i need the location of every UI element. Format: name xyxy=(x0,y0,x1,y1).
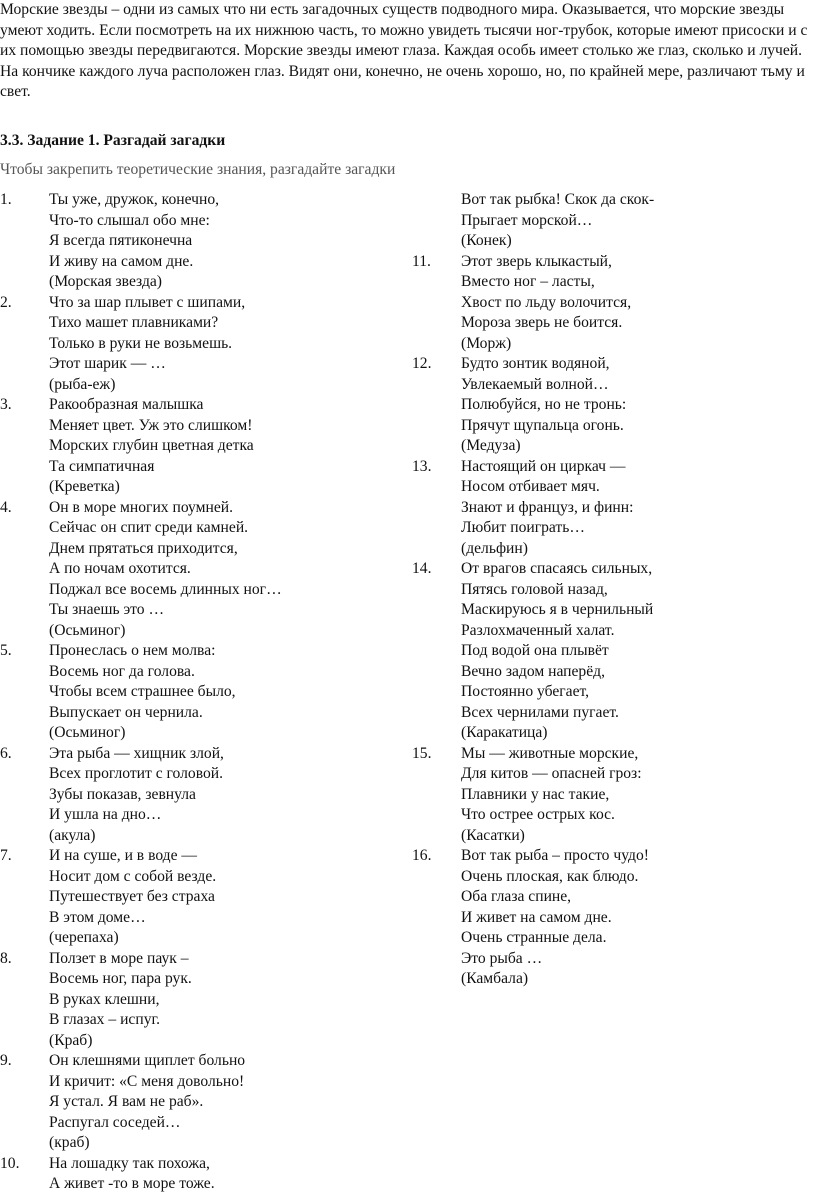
riddle-line: Всех чернилами пугает. xyxy=(461,703,619,721)
riddle-line: Я всегда пятиконечна xyxy=(49,232,193,249)
riddle-line: Вечно задом наперёд, xyxy=(461,662,605,680)
riddle-line: (Краб) xyxy=(49,1031,93,1049)
riddle-line: Зубы показав, зевнула xyxy=(49,785,196,803)
riddle-line: Ты уже, дружок, конечно, xyxy=(49,191,220,208)
riddle-line: (краб) xyxy=(49,1134,90,1151)
riddle-line: Я устал. Я вам не раб». xyxy=(49,1093,204,1110)
riddle-item xyxy=(0,190,400,293)
riddle-line: Полюбуйся, но не тронь: xyxy=(461,396,627,413)
riddle-item xyxy=(0,744,400,847)
riddle-line: (Морж) xyxy=(461,334,512,352)
riddle-line: Знают и француз, и финн: xyxy=(461,498,634,516)
riddle-number: 11. xyxy=(412,252,431,270)
riddle-item xyxy=(0,498,400,642)
riddle-item xyxy=(0,395,400,498)
riddle-line: Это рыба … xyxy=(461,949,543,967)
riddle-number: 3. xyxy=(0,396,12,413)
riddle-line: (Осьминог) xyxy=(49,621,126,639)
riddle-line: А по ночам охотится. xyxy=(49,560,191,577)
riddle-line: На лошадку так похожа, xyxy=(49,1154,210,1172)
riddle-line: Поджал все восемь длинных ног… xyxy=(49,580,282,598)
riddle-line: Вот так рыбка! Скок да скок- xyxy=(461,191,655,208)
riddle-line: Разлохмаченный халат. xyxy=(461,621,615,639)
riddle-line: Любит поиграть… xyxy=(461,519,585,536)
riddle-line: В руках клешни, xyxy=(49,990,160,1008)
task-subtitle: Чтобы закрепить теоретические знания, разгадайте загадки xyxy=(0,161,396,178)
riddle-line: Меняет цвет. Уж это слишком! xyxy=(49,416,253,434)
riddle-line: В этом доме… xyxy=(49,908,146,926)
riddle-item xyxy=(0,293,400,396)
riddle-line: Только в руки не возьмешь. xyxy=(49,334,233,352)
riddle-line: Что-то слышал обо мне: xyxy=(49,211,210,229)
riddle-line: Мы — животные морские, xyxy=(461,744,639,762)
riddle-line: Маскируюсь я в чернильный xyxy=(461,601,654,618)
riddle-item xyxy=(412,354,816,457)
riddle-line: Эта рыба — хищник злой, xyxy=(49,744,224,762)
riddle-number: 1. xyxy=(0,191,12,208)
riddle-line: Вот так рыба – просто чудо! xyxy=(461,847,649,864)
riddle-number: 4. xyxy=(0,498,12,516)
riddle-item xyxy=(412,252,816,355)
riddle-line: Тихо машет плавниками? xyxy=(49,314,219,331)
riddle-number: 9. xyxy=(0,1052,12,1069)
riddle-line: Морских глубин цветная детка xyxy=(49,437,254,454)
riddle-line: (Камбала) xyxy=(461,970,529,987)
riddle-line: Постоянно убегает, xyxy=(461,683,590,700)
riddle-number: 6. xyxy=(0,744,12,762)
riddle-line: Выпускает он чернила. xyxy=(49,703,203,721)
riddle-item xyxy=(0,1051,400,1154)
riddle-line: Ползет в море паук – xyxy=(49,949,189,967)
riddle-line: Что острее острых кос. xyxy=(461,806,615,823)
riddle-line: Чтобы всем страшнее было, xyxy=(49,683,236,700)
riddle-line: (черепаха) xyxy=(49,929,119,946)
riddle-number: 7. xyxy=(0,847,12,864)
riddle-line: (Каракатица) xyxy=(461,724,548,741)
riddle-line: Очень плоская, как блюдо. xyxy=(461,867,639,885)
riddle-number: 8. xyxy=(0,949,12,967)
riddle-line: Носит дом с собой везде. xyxy=(49,867,217,885)
riddle-line: И ушла на дно… xyxy=(49,806,162,823)
riddle-list-right xyxy=(412,190,816,990)
riddle-line: Сейчас он спит среди камней. xyxy=(49,519,249,536)
riddle-line: Он клешнями щиплет больно xyxy=(49,1052,246,1069)
riddle-line: (Осьминог) xyxy=(49,724,126,741)
riddle-line: Прячут щупальца огонь. xyxy=(461,416,624,434)
riddle-line: Ракообразная малышка xyxy=(49,396,204,413)
riddle-line: (Морская звезда) xyxy=(49,273,162,290)
riddle-number: 12. xyxy=(412,355,432,372)
riddle-line: Он в море многих поумней. xyxy=(49,498,234,516)
riddle-line: Восемь ног, пара рук. xyxy=(49,970,192,987)
riddle-item xyxy=(412,559,816,744)
riddle-line: И живу на самом дне. xyxy=(49,252,194,270)
riddle-item xyxy=(0,846,400,949)
riddle-line: Ты знаешь это … xyxy=(49,601,165,618)
riddle-line: Распугал соседей… xyxy=(49,1113,181,1131)
riddle-line: Путешествует без страха xyxy=(49,888,215,905)
riddle-line: И кричит: «С меня довольно! xyxy=(49,1072,245,1090)
riddle-item xyxy=(412,744,816,847)
riddle-line: Днем прятаться приходится, xyxy=(49,539,238,557)
riddle-number: 13. xyxy=(412,457,432,475)
riddle-line: Этот шарик — … xyxy=(49,355,166,372)
riddle-line: (рыба-еж) xyxy=(49,375,116,393)
riddle-line: Пронеслась о нем молва: xyxy=(49,642,216,659)
riddle-number: 10. xyxy=(0,1154,20,1172)
riddle-line: Прыгает морской… xyxy=(461,211,593,229)
riddle-number: 14. xyxy=(412,560,432,577)
riddle-line: (Медуза) xyxy=(461,437,521,454)
riddle-line: Очень странные дела. xyxy=(461,929,607,946)
riddle-line: Под водой она плывёт xyxy=(461,642,609,659)
section-title: 3.3. Задание 1. Разгадай загадки xyxy=(0,132,226,149)
riddle-item xyxy=(412,457,816,560)
riddle-line: Увлекаемый волной… xyxy=(461,375,609,393)
riddle-number: 15. xyxy=(412,744,432,762)
riddle-number: 5. xyxy=(0,642,12,659)
intro-paragraph: Морские звезды – одни из самых что ни есть загадочных существ подводного мира. Оказывается, что морские звезды умеют ходить. Если посмотреть на их нижнюю часть, то можно увидеть тысячи ног-трубок, которые имеют присоски и с их помощью звезды передвигаются. Морские звезды имеют глаза. Каждая особь имеет столько же глаз, сколько и лучей. На кончике каждого луча расположен глаз. Видят они, конечно, не очень хорошо, но, по крайней мере, различают тьму и свет. xyxy=(0,1,808,101)
riddle-line: (акула) xyxy=(49,826,96,844)
riddle-line: Хвост по льду волочится, xyxy=(461,293,632,311)
riddle-line: Плавники у нас такие, xyxy=(461,785,610,803)
riddle-line: Этот зверь клыкастый, xyxy=(461,252,612,270)
riddle-list-left xyxy=(0,190,400,1195)
riddle-line: И на суше, и в воде — xyxy=(49,847,198,864)
riddle-item xyxy=(412,846,816,990)
riddle-line: (Конек) xyxy=(461,232,512,249)
riddle-line: (Касатки) xyxy=(461,826,525,844)
riddle-line: Мороза зверь не боится. xyxy=(461,314,623,331)
riddle-number: 2. xyxy=(0,293,12,311)
riddle-line: Вместо ног – ласты, xyxy=(461,273,595,290)
riddle-line: Носом отбивает мяч. xyxy=(461,478,600,495)
riddle-10-continuation xyxy=(412,190,816,252)
riddle-item xyxy=(0,949,400,1052)
riddle-line: (Креветка) xyxy=(49,478,120,495)
riddle-line: Будто зонтик водяной, xyxy=(461,355,610,372)
riddle-line: От врагов спасаясь сильных, xyxy=(461,560,653,577)
riddle-line: Восемь ног да голова. xyxy=(49,662,195,680)
riddle-line: Пятясь головой назад, xyxy=(461,580,608,598)
riddle-item xyxy=(0,1154,400,1195)
riddle-item xyxy=(0,641,400,744)
riddle-line: В глазах – испуг. xyxy=(49,1011,161,1028)
riddle-line: И живет на самом дне. xyxy=(461,908,612,926)
riddle-line: (дельфин) xyxy=(461,539,528,557)
riddle-line: А живет -то в море тоже. xyxy=(49,1175,215,1192)
riddle-line: Та симпатичная xyxy=(49,457,155,475)
riddle-line: Всех проглотит с головой. xyxy=(49,765,224,782)
riddle-line: Оба глаза спине, xyxy=(461,888,572,905)
riddle-number: 16. xyxy=(412,847,432,864)
riddle-line: Настоящий он циркач — xyxy=(461,457,626,475)
riddle-line: Что за шар плывет с шипами, xyxy=(49,293,246,311)
riddle-line: Для китов — опасней гроз: xyxy=(461,765,642,782)
